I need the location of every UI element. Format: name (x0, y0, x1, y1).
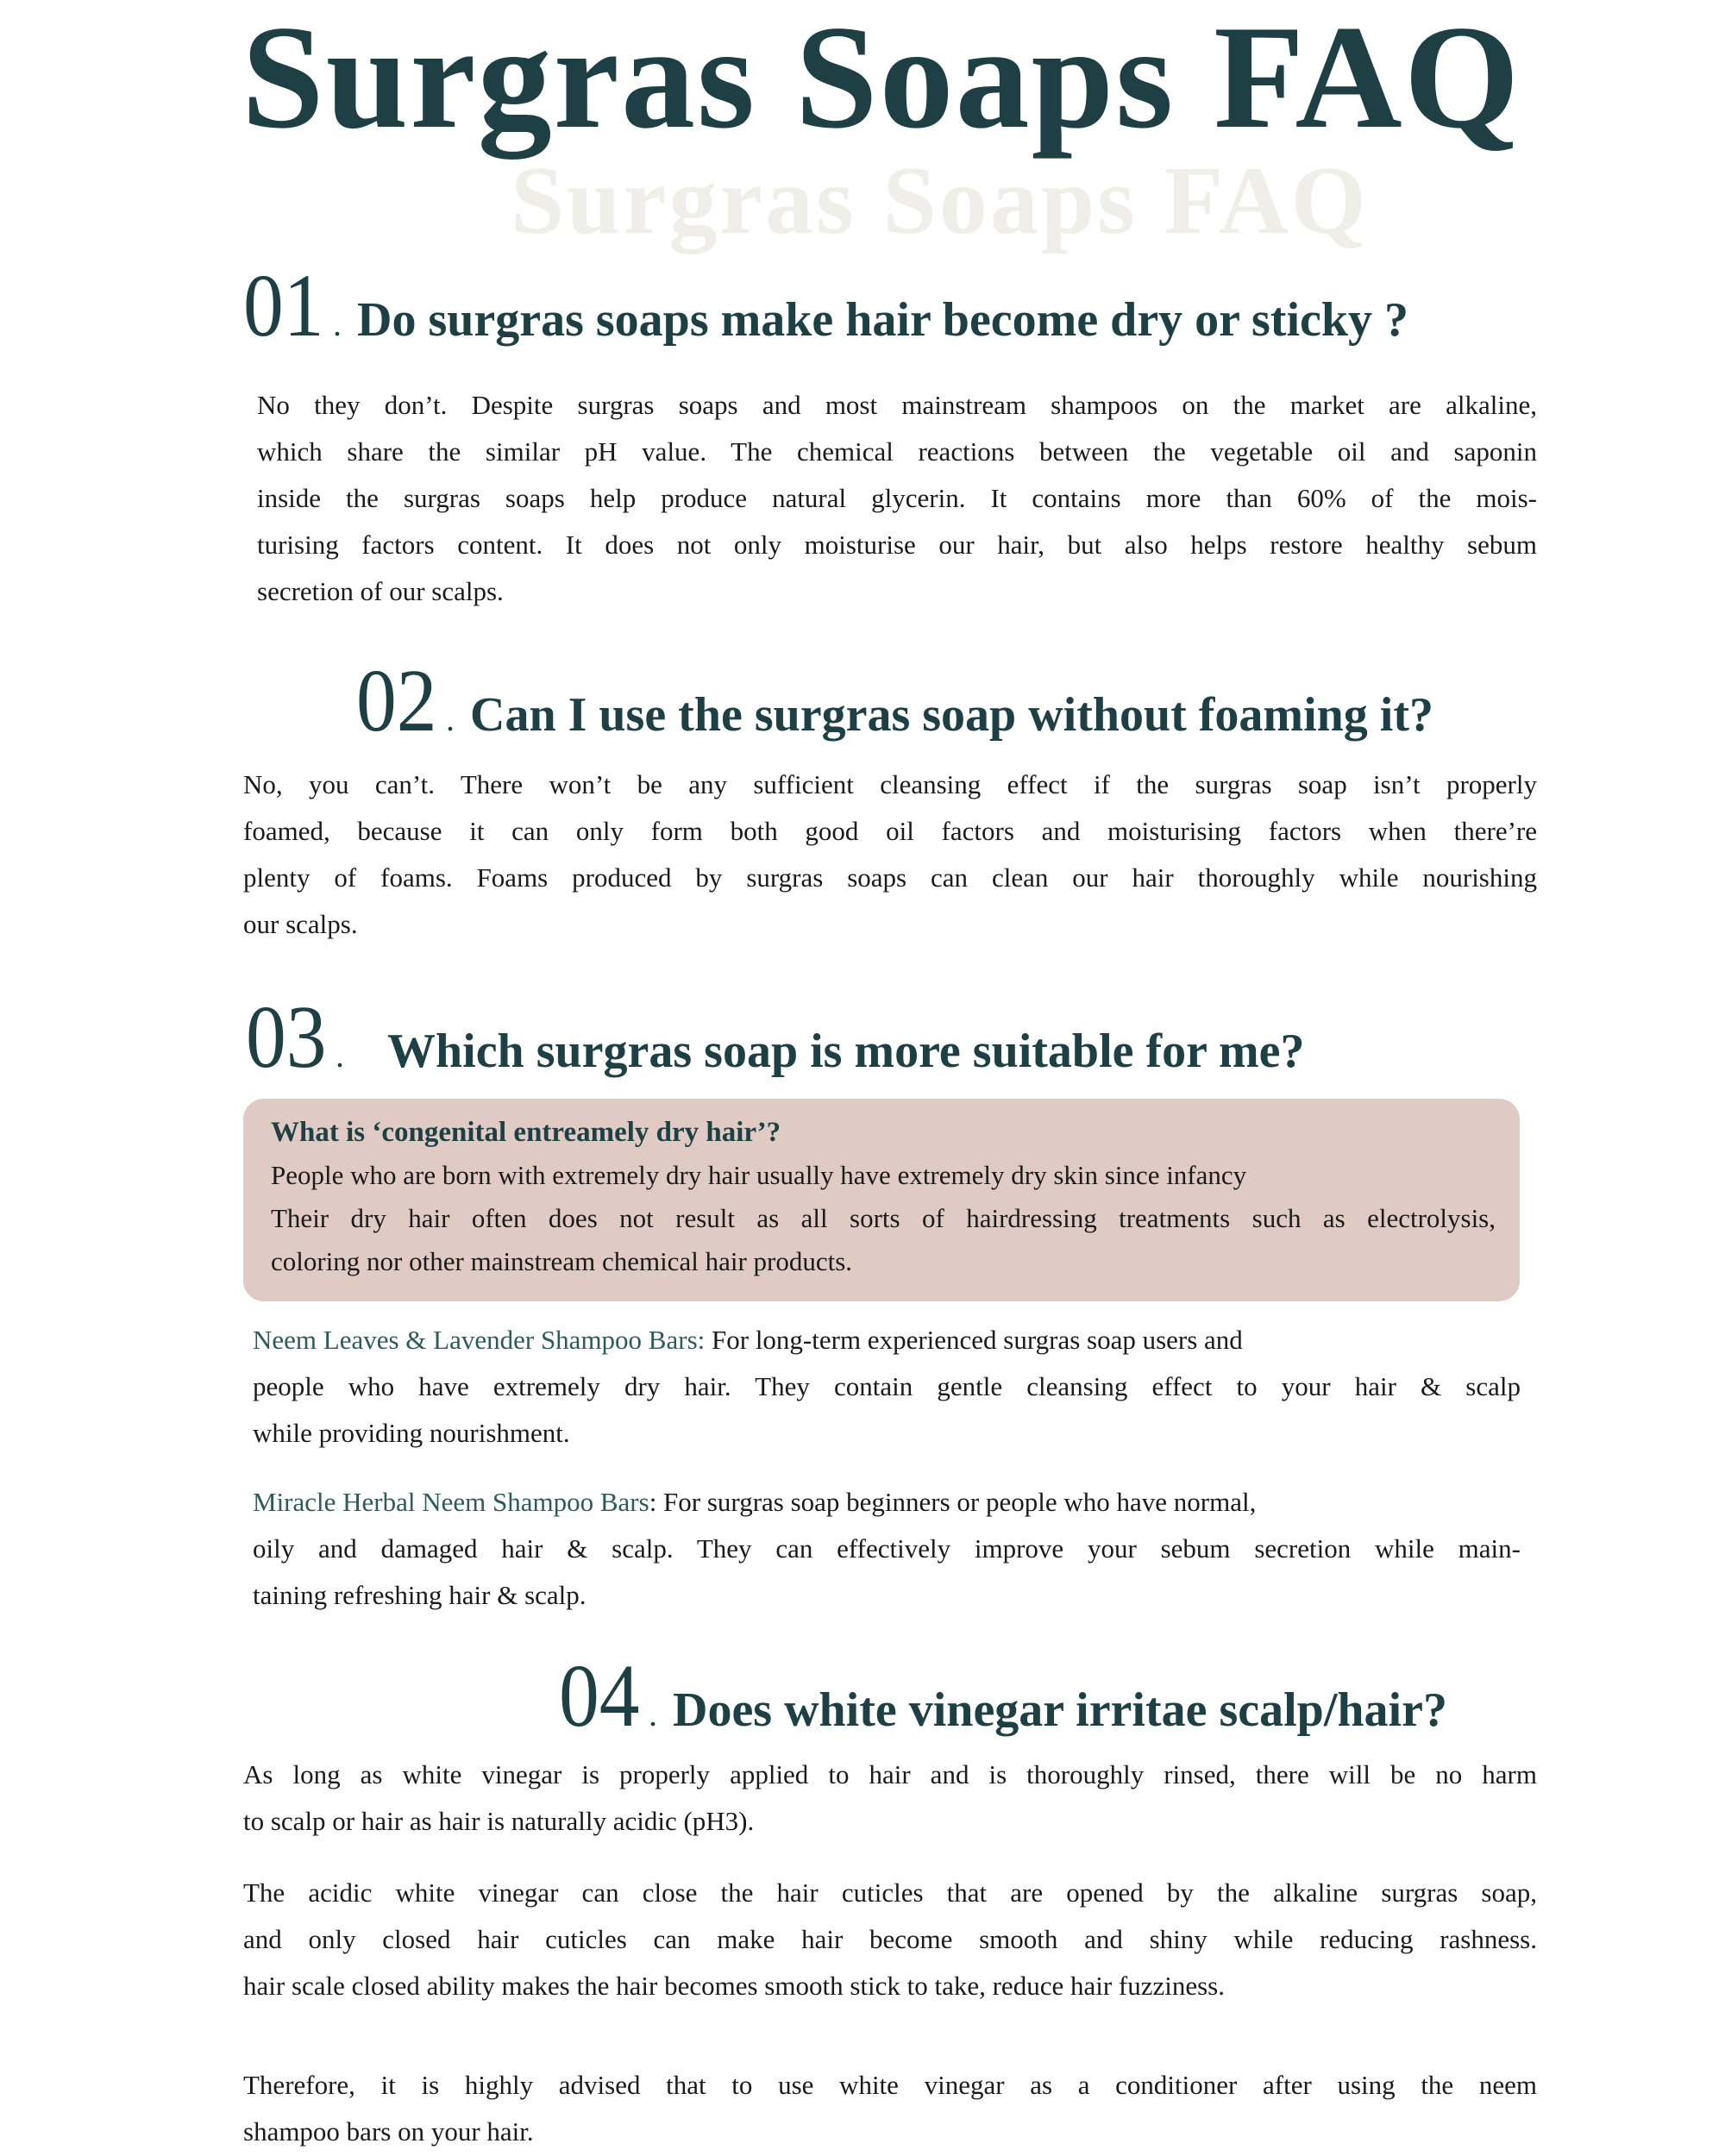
answer-4-para-1 (243, 1752, 1537, 1845)
question-number: 01 (243, 256, 324, 355)
info-box (243, 1099, 1520, 1301)
text-line: and only closed hair cuticles can make hair become smooth and shiny while reducing rashness. (243, 1924, 1537, 1954)
text-line: to scalp or hair as hair is naturally acidic (pH3). (243, 1806, 755, 1836)
product-miracle-herbal (253, 1479, 1521, 1619)
title-shadow: Surgras Soaps FAQ (511, 147, 1369, 254)
question-number: 04 (559, 1646, 640, 1745)
info-box-body (271, 1154, 1496, 1283)
text-line: our scalps. (243, 909, 358, 939)
text-line: plenty of foams. Foams produced by surgras soaps can clean our hair thoroughly while nourishing (243, 862, 1537, 893)
question-1-heading: 01 . Do surgras soaps make hair become dry or sticky ? (243, 256, 1409, 355)
question-text: Can I use the surgras soap without foaming it? (470, 688, 1433, 742)
text-line: which share the similar pH value. The chemical reactions between the vegetable oil and saponin (257, 436, 1537, 467)
page-title: Surgras Soaps FAQ (242, 0, 1521, 160)
answer-4-para-3 (243, 2062, 1537, 2155)
text-line: As long as white vinegar is properly applied to hair and is thoroughly rinsed, there will be no harm (243, 1759, 1537, 1789)
question-2-heading: 02 . Can I use the surgras soap without foaming it? (356, 651, 1433, 750)
product-name: Miracle Herbal Neem Shampoo Bars (253, 1487, 649, 1517)
question-text: Which surgras soap is more suitable for me? (387, 1025, 1305, 1078)
text-line: secretion of our scalps. (257, 576, 504, 606)
question-number: 02 (356, 651, 437, 750)
text-line: No they don’t. Despite surgras soaps and most mainstream shampoos on the market are alkaline, (257, 390, 1537, 420)
text-line: taining refreshing hair & scalp. (253, 1580, 586, 1610)
text-line: Their dry hair often does not result as all sorts of hairdressing treatments such as electrolysis, (271, 1203, 1496, 1233)
text-line: oily and damaged hair & scalp. They can effectively improve your sebum secretion while main- (253, 1533, 1521, 1564)
text-line: foamed, because it can only form both good oil factors and moisturising factors when there’re (243, 816, 1537, 846)
question-3-heading: 03 . Which surgras soap is more suitable for me? (246, 987, 1305, 1087)
question-4-heading: 04 . Does white vinegar irritae scalp/hair? (559, 1646, 1447, 1745)
text-line: shampoo bars on your hair. (243, 2116, 534, 2147)
text-line: turising factors content. It does not only moisturise our hair, but also helps restore healthy sebum (257, 530, 1537, 560)
text: : For surgras soap beginners or people who have normal, (649, 1487, 1257, 1517)
text-line: Therefore, it is highly advised that to use white vinegar as a conditioner after using the neem (243, 2070, 1537, 2100)
text-line: people who have extremely dry hair. They contain gentle cleansing effect to your hair & scalp (253, 1371, 1521, 1401)
text: For long-term experienced surgras soap users and (705, 1325, 1243, 1355)
question-text: Do surgras soaps make hair become dry or sticky ? (357, 293, 1409, 347)
product-neem-lavender (253, 1317, 1521, 1457)
text-line (253, 1479, 1521, 1526)
text-line: inside the surgras soaps help produce natural glycerin. It contains more than 60% of the mois- (257, 483, 1537, 513)
product-name: Neem Leaves & Lavender Shampoo Bars: (253, 1325, 706, 1355)
answer-1 (257, 382, 1537, 615)
text-line: while providing nourishment. (253, 1418, 570, 1448)
answer-2 (243, 761, 1537, 948)
text-line: hair scale closed ability makes the hair becomes smooth stick to take, reduce hair fuzziness. (243, 1971, 1225, 2001)
text-line: People who are born with extremely dry hair usually have extremely dry skin since infancy (271, 1160, 1247, 1190)
text-line: coloring nor other mainstream chemical hair products. (271, 1246, 853, 1276)
question-text: Does white vinegar irritae scalp/hair? (673, 1683, 1447, 1737)
text-line: The acidic white vinegar can close the hair cuticles that are opened by the alkaline surgras soap, (243, 1877, 1537, 1908)
question-number: 03 (246, 987, 327, 1087)
info-box-title: What is ‘congenital entreamely dry hair’? (271, 1117, 781, 1148)
text-line: No, you can’t. There won’t be any sufficient cleansing effect if the surgras soap isn’t properly (243, 769, 1537, 799)
answer-4-para-2 (243, 1870, 1537, 2009)
text-line (253, 1317, 1521, 1363)
